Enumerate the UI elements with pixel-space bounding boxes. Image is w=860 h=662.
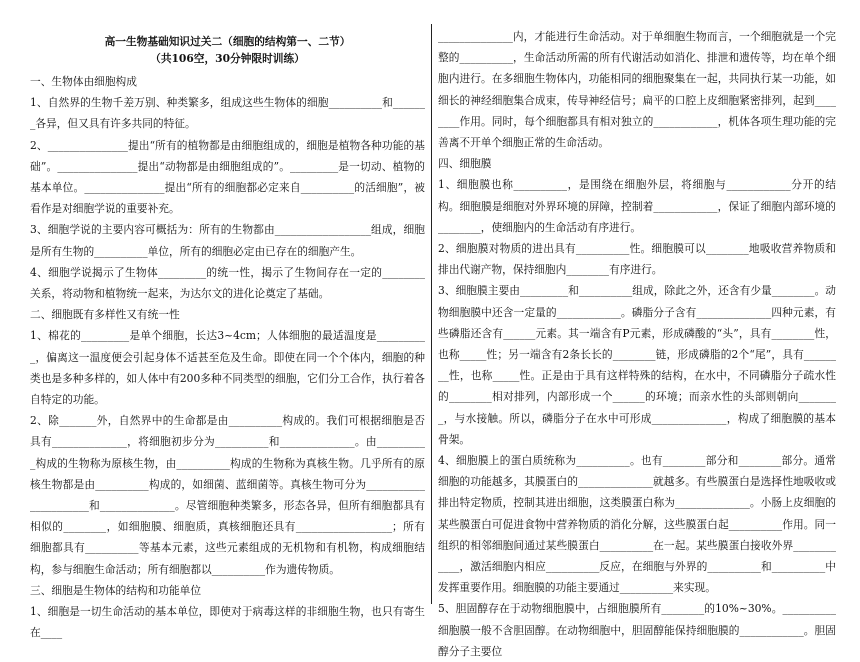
question-paragraph: 3、细胞学说的主要内容可概括为：所有的生物都由__________________组成，细胞是所有生物的__________单位，所有的细胞必定由已存在的细胞产生。	[30, 223, 425, 258]
question-paragraph: 2、_______________提出“所有的植物都是由细胞组成的，细胞是植物各种功能的基础”。_______________提出“动物都是由细胞组成的”。_________是一切动、植物的基本单位。_______________提出“所有的细胞都必定来自__________的活细胞”，被看作是对细胞学说的重要补充。	[30, 138, 425, 216]
title-block	[30, 34, 425, 67]
page-subtitle: （共106空，30分钟限时训练）	[150, 52, 305, 65]
left-column	[30, 26, 425, 643]
section-heading: 二、细胞既有多样性又有统一性	[30, 308, 180, 322]
question-paragraph: 4、细胞膜上的蛋白质统称为__________。也有________部分和________部分。通常细胞的功能越多，其膜蛋白的______________就越多。有些膜蛋白是选择性地吸收或排出特定物质，控制其进出细胞，这类膜蛋白称为______________。小肠上皮细胞的某些膜蛋白可促进食物中营养物质的消化分解，这些膜蛋白起__________作用。同一组织的相邻细胞间通过某些膜蛋白__________在一起。某些膜蛋白接收外界____________，激活细胞内相应__________反应，在细胞与外界的__________和__________中发挥重要作用。细胞膜的功能主要通过__________来实现。	[438, 454, 836, 595]
right-body	[438, 26, 836, 662]
question-paragraph: 1、自然界的生物千差万别、种类繁多，组成这些生物体的细胞__________和_______各异，但又具有许多共同的特征。	[30, 96, 425, 131]
question-paragraph: 1、细胞膜也称__________，是围绕在细胞外层，将细胞与____________分开的结构。细胞膜是细胞对外界环境的屏障，控制着____________，保证了细胞内部环境的________，使细胞内的生命活动有序进行。	[438, 178, 836, 234]
question-paragraph: 4、细胞学说揭示了生物体_________的统一性，揭示了生物间存在一定的________关系，将动物和植物统一起来，为达尔文的进化论奠定了基础。	[30, 265, 425, 301]
section-heading: 三、细胞是生物体的结构和功能单位	[30, 583, 202, 597]
right-column	[438, 26, 836, 662]
question-paragraph: 2、除_______外，自然界中的生命都是由__________构成的。我们可根据细胞是否具有______________，将细胞初步分为__________和______________。由__________构成的生物称为原核生物，由__________构成的生物称为真核生物。几乎所有的原核生物都是由__________构成的，如细菌、蓝细菌等。真核生物可分为______________________和______________。尽管细胞种类繁多，形态各异，但所有细胞都具有相似的________，如细胞膜、细胞质，真核细胞还具有__________________；所有细胞都具有__________等基本元素，这些元素组成的无机物和有机物，构成细胞结构，参与细胞生命活动；所有细胞都以__________作为遗传物质。	[30, 414, 425, 576]
question-paragraph: 1、细胞是一切生命活动的基本单位，即使对于病毒这样的非细胞生物，也只有寄生在____	[30, 605, 425, 640]
question-paragraph: 3、细胞膜主要由_________和__________组成，除此之外，还含有少量________。动物细胞膜中还含一定量的____________。磷脂分子含有______________四种元素，有些磷脂还含有______元素。其一端含有P元素，形成磷酸的“头”，具有________性，也称_____性；另一端含有2条长长的________链，形成磷脂的2个“尾”，具有________性，也称_____性。正是由于具有这样特殊的结构，在水中，不同磷脂分子疏水性的________相对排列，内部形成一个______的环境；而亲水性的头部则朝向________，与水接触。所以，磷脂分子在水中可形成______________，构成了细胞膜的基本骨架。	[438, 284, 836, 446]
question-paragraph: 2、细胞膜对物质的进出具有__________性。细胞膜可以________地吸收营养物质和排出代谢产物，保持细胞内________有序进行。	[438, 242, 836, 277]
section-heading: 一、生物体由细胞构成	[30, 75, 137, 88]
question-paragraph: 1、棉花的_________是单个细胞，长达3~4cm；人体细胞的最适温度是__________，偏离这一温度便会引起身体不适甚至危及生命。即使在同一个个体内，细胞的种类也是多种多样的，如人体中有200多种不同类型的细胞，它们分工合作，执行着各自特定的功能。	[30, 329, 425, 407]
left-body	[30, 71, 425, 643]
section-heading: 四、细胞膜	[438, 157, 492, 171]
page-title: 高一生物基础知识过关二（细胞的结构第一、二节）	[104, 35, 351, 48]
question-paragraph: ______________内，才能进行生命活动。对于单细胞生物而言，一个细胞就是一个完整的__________，生命活动所需的所有代谢活动如消化、排泄和遗传等，均在单个细胞内进行。在多细胞生物体内，功能相同的细胞聚集在一起，共同执行某一功能，如细长的神经细胞集合成束，传导神经信号；扁平的口腔上皮细胞紧密排列，起到________作用。同时，每个细胞都具有相对独立的____________，机体各项生理功能的完善离不开单个细胞正常的生命活动。	[438, 30, 836, 150]
question-paragraph: 5、胆固醇存在于动物细胞膜中，占细胞膜所有________的10%~30%。__________细胞膜一般不含胆固醇。在动物细胞中，胆固醇能保持细胞膜的____________。胆固醇分子主要位	[438, 602, 836, 658]
column-divider	[431, 24, 432, 604]
